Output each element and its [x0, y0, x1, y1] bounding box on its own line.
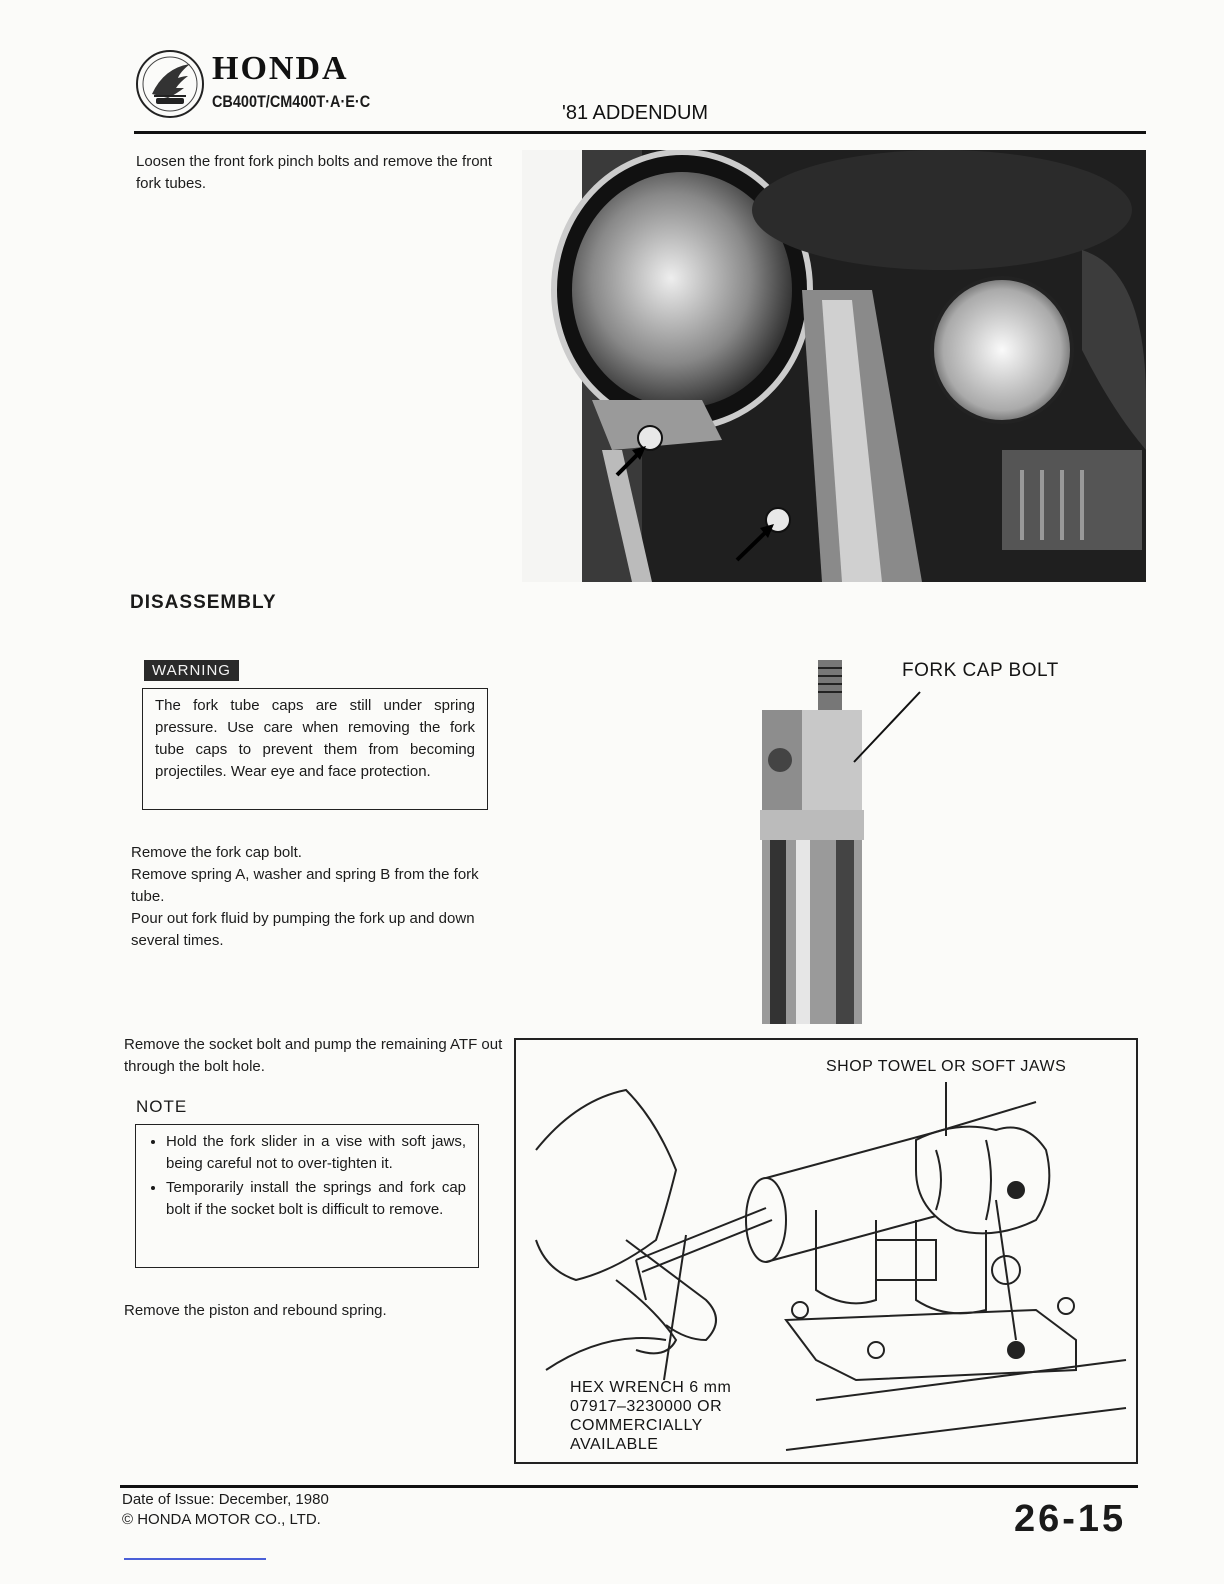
- note-item: • Hold the fork slider in a vise with soft jaws, being careful not to over-tighten it.: [166, 1131, 466, 1175]
- socket-bolt-text: Remove the socket bolt and pump the remaining ATF out through the bolt hole.: [124, 1036, 503, 1075]
- section-title: '81 ADDENDUM: [562, 102, 709, 124]
- remove-tubes-text: Loosen the front fork pinch bolts and remove the front fork tubes.: [136, 153, 493, 192]
- footer-rule: [120, 1485, 1138, 1488]
- hex-wrench-line: 07917–3230000 OR: [570, 1398, 723, 1415]
- shop-towel-label: SHOP TOWEL OR SOFT JAWS: [826, 1058, 1067, 1075]
- cap-bolt-step-1: Remove the fork cap bolt.: [131, 844, 302, 861]
- note-item: • Temporarily install the springs and fork cap bolt if the socket bolt is difficult to remove.: [166, 1177, 466, 1221]
- warning-box: [142, 688, 488, 810]
- honda-wing-logo-icon: [134, 48, 206, 120]
- hex-wrench-line: HEX WRENCH 6 mm: [570, 1379, 732, 1396]
- warning-text: The fork tube caps are still under spring pressure. Use care when removing the fork tube caps to prevent them from becoming projectiles. Wear eye and face protection.: [155, 697, 475, 780]
- cap-bolt-step-2: Remove spring A, washer and spring B from the fork tube.: [131, 866, 479, 905]
- note-label: NOTE: [136, 1097, 188, 1116]
- model-code: CB400T/CM400T·A·E·C: [212, 92, 371, 111]
- fork-cap-leader-line: [840, 688, 930, 768]
- footer-info: [122, 1490, 329, 1530]
- note-box: [135, 1124, 479, 1268]
- warning-label: WARNING: [144, 660, 239, 681]
- disassembly-heading: DISASSEMBLY: [130, 592, 277, 613]
- scan-artifact-line: [124, 1558, 266, 1560]
- fork-cap-bolt-label: FORK CAP BOLT: [902, 660, 1059, 681]
- date-of-issue: Date of Issue: December, 1980: [122, 1491, 329, 1508]
- front-fork-photo: [522, 150, 1146, 582]
- cap-bolt-step-3: Pour out fork fluid by pumping the fork up and down several times.: [131, 910, 475, 949]
- note-list: [148, 1131, 466, 1221]
- piston-text: Remove the piston and rebound spring.: [124, 1302, 387, 1319]
- cap-bolt-steps: [131, 842, 501, 952]
- page-number: 26-15: [1014, 1498, 1127, 1540]
- copyright: © HONDA MOTOR CO., LTD.: [122, 1511, 321, 1528]
- hex-wrench-line: AVAILABLE: [570, 1436, 659, 1453]
- hex-wrench-line: COMMERCIALLY: [570, 1417, 703, 1434]
- hex-wrench-label: [570, 1378, 731, 1454]
- brand-name: HONDA: [212, 50, 349, 87]
- header-rule: [134, 131, 1146, 134]
